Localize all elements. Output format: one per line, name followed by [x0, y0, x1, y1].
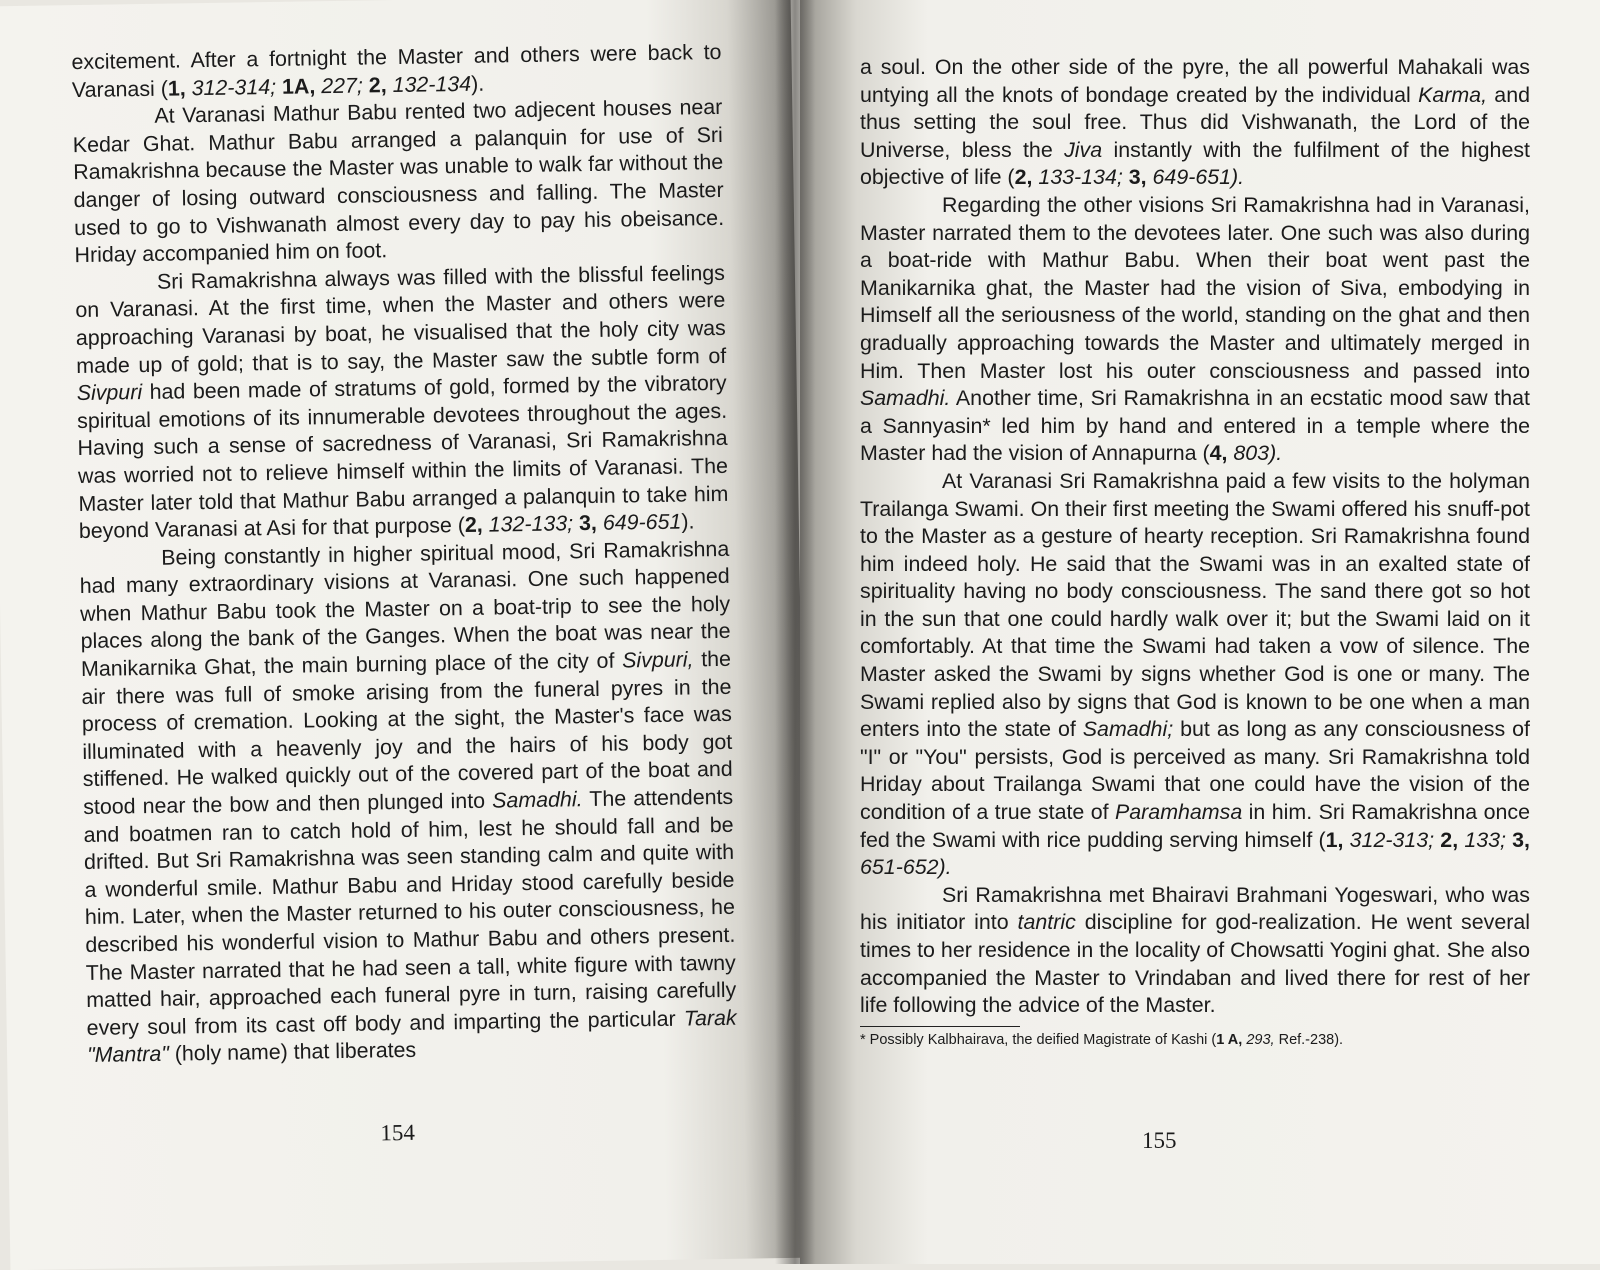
italic-term: Tarak "Mantra" [86, 1005, 737, 1068]
ref-italic: 132-133; [482, 511, 574, 537]
text-span: At Varanasi Sri Ramakrishna paid a few visits to the holyman Trailanga Swami. On their first meeting the Swami offered his snuff-pot to the Master as a gesture of hearty reception. Sri Ramakrishna found him indeed holy. He said that the Swami was in an exalted state of spirituality having no body consciousness. The sand there got so hot in the sun that one could hardly walk over it; but the Swami laid on it comfortably. At that time the Swami had taken a vow of silence. The Master asked the Swami by signs whether God is one or many. The Swami replied also by signs that God is known to be one when a man enters into the state of [860, 468, 1530, 742]
paragraph [860, 54, 1530, 192]
ref-italic: 132-134 [386, 71, 472, 97]
text-span: Sri Ramakrishna met Bhairavi Brahmani Yogeswari, who was his initiator into [860, 882, 1530, 935]
ref-bold: 2, [1434, 827, 1459, 852]
ref-bold: 2, [1014, 165, 1033, 190]
ref-italic: 649-651). [1146, 165, 1245, 190]
ref-italic: 651-652). [860, 855, 952, 880]
ref-bold: 3, [1505, 827, 1530, 852]
ref-italic: 293, [1242, 1031, 1275, 1048]
ref-italic: 803). [1227, 441, 1283, 466]
left-page-text [71, 39, 737, 1070]
ref-bold: 1 A, [1216, 1031, 1243, 1048]
text-span: Ref.-238). [1274, 1031, 1344, 1048]
paragraph [79, 536, 737, 1070]
paragraph [860, 882, 1530, 1020]
ref-bold: 1, [167, 75, 186, 101]
text-span: ). [470, 71, 485, 96]
text-span: had been made of stratums of gold, formed by the vibratory spiritual emotions of its innumerable devotees throughout the ages. Having such a sense of sacredness of Varanasi, Sri Ramakrishna was worried not to relieve himself within the limits of Varanasi. The Master later told that Mathur Babu arranged a palanquin to take him beyond Varanasi at Asi for that purpose ( [76, 370, 729, 544]
text-span: excitement. After a fortnight the Master and others were back to Varanasi ( [71, 39, 722, 102]
ref-italic: 133; [1458, 827, 1506, 852]
ref-bold: 2, [464, 512, 483, 538]
text-span: The attendents and boatmen ran to catch hold of him, lest he should fall and be drifted. But Sri Ramakrishna was seen standing calm and quite with a wonderful smile. Mathur Babu and Hriday stood carefully beside him. Later, when the Master returned to his outer consciousness, he described his wonderful vision to Mathur Babu and others present. The Master narrated that he had seen a tall, white figure with tawny matted hair, approached each funeral pyre in turn, raising carefully every soul from its cast off body and imparting the particular [83, 784, 737, 1040]
text-span: * Possibly Kalbhairava, the deified Magistrate of Kashi ( [860, 1031, 1217, 1048]
text-span: and thus setting the soul free. Thus did Vishwanath, the Lord of the Universe, bless the [860, 82, 1530, 162]
text-span: instantly with the fulfilment of the highest objective of life ( [860, 137, 1530, 190]
paragraph [71, 39, 722, 104]
ref-italic: 312-314; [185, 74, 277, 100]
right-page [800, 0, 1600, 1264]
ref-italic: 649-651 [596, 509, 682, 535]
page-number: 155 [1142, 1128, 1177, 1153]
text-span: the air there was full of smoke arising from the funeral pyres in the process of cremation. Looking at the sight, the Master's face was illuminated with a heavenly joy and the hairs of his body got stiffened. He walked quickly out of the covered part of the boat and stood near the bow and then plunged into [81, 646, 733, 820]
italic-term: Samadhi. [491, 787, 583, 813]
italic-term: tantric [1017, 910, 1076, 935]
paragraph [75, 260, 729, 546]
right-page-text [860, 54, 1530, 1020]
text-span: Regarding the other visions Sri Ramakrishna had in Varanasi, Master narrated them to the devotees later. One such was also during a boat-ride with Mathur Babu. When their boat went past the Manikarnika ghat, the Master had the vision of Siva, embodying in Himself all the seriousness of the world, standing on the ghat and then gradually approaching towards the Master and ultimately merged in Him. Then Master lost his outer consciousness and passed into [860, 192, 1530, 383]
text-span: Another time, Sri Ramakrishna in an ecstatic mood saw that a Sannyasin* led him by hand and entered in a temple where the Master had the vision of Annapurna ( [860, 386, 1530, 466]
italic-term: Samadhi. [860, 386, 951, 411]
text-span: Sri Ramakrishna always was filled with the blissful feelings on Varanasi. At the first time, when the Master and others were approaching Varanasi by boat, he visualised that the holy city was made up of gold; that is to say, the Master saw the subtle form of [75, 260, 727, 378]
ref-bold: 1A, [275, 73, 316, 99]
text-span: discipline for god-realization. He went several times to her residence in the locality of Chowsatti Yogini ghat. She also accompanied the Master to Vrindaban and lived there for rest of her life following the advice of the Master. [860, 910, 1530, 1018]
ref-bold: 4, [1209, 441, 1228, 466]
paragraph [860, 468, 1530, 882]
text-span: Being constantly in higher spiritual mood, Sri Ramakrishna had many extraordinary visions at Varanasi. One such happened when Mathur Babu took the Master on a boat-trip to see the holy places along the bank of the Ganges. When the boat was near the Manikarnika Ghat, the main burning place of the city of [79, 536, 731, 682]
text-span: a soul. On the other side of the pyre, the all powerful Mahakali was untying all the knots of bondage created by the individual [860, 55, 1530, 107]
italic-term: Samadhi; [1082, 717, 1174, 742]
italic-term: Sivpuri, [621, 647, 694, 673]
paragraph [860, 192, 1530, 468]
ref-bold: 1, [1325, 827, 1344, 852]
ref-italic: 312-313; [1343, 827, 1435, 852]
ref-bold: 3, [1122, 165, 1147, 190]
italic-term: Jiva [1064, 137, 1103, 162]
ref-bold: 2, [362, 72, 387, 98]
footnote-divider [860, 1026, 1020, 1027]
footnote [860, 1031, 1530, 1050]
italic-term: Sivpuri [76, 380, 143, 406]
book-gutter-shadow [775, 0, 815, 1264]
ref-bold: 3, [572, 510, 598, 536]
text-span: ). [681, 509, 695, 534]
ref-italic: 133-134; [1032, 165, 1123, 190]
text-span: (holy name) that liberates [168, 1038, 417, 1067]
text-span: but as long as any consciousness of "I" or "You" persists, God is perceived as many. Sri Ramakrishna told Hriday about Trailanga Swami that one could have the vision of the condition of a true state of [860, 717, 1530, 825]
italic-term: Karma, [1418, 82, 1488, 107]
page-number: 154 [380, 1119, 416, 1146]
italic-term: Paramhamsa [1115, 800, 1243, 825]
paragraph: At Varanasi Mathur Babu rented two adjecent houses near Kedar Ghat. Mathur Babu arranged a palanquin for use of Sri Ramakrishna because the Master was unable to walk far without the danger of losing outward consciousness and falling. The Master used to go to Vishwanath almost every day to pay his obeisance. Hriday accompanied him on foot. [72, 95, 725, 268]
ref-italic: 227; [315, 73, 364, 98]
text-span: in him. Sri Ramakrishna once fed the Swami with rice pudding serving himself ( [860, 800, 1530, 852]
